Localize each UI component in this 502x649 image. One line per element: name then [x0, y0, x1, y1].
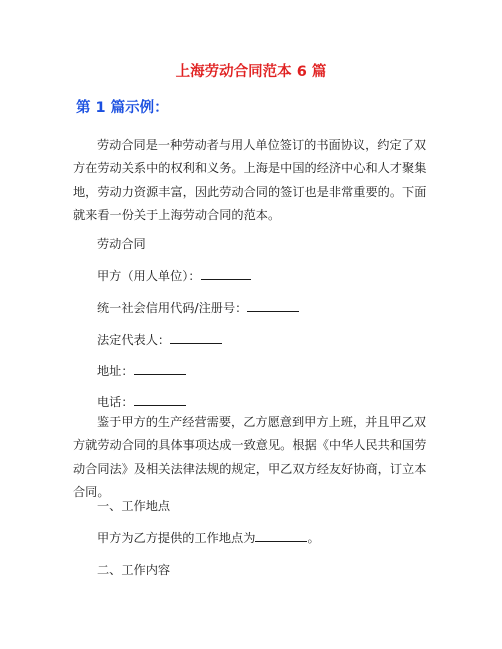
clause1-blank[interactable] — [255, 529, 307, 542]
clause1-end: 。 — [307, 531, 320, 545]
legal-rep-line — [97, 331, 222, 349]
address-label: 地址： — [97, 364, 134, 378]
phone-label: 电话： — [97, 395, 134, 409]
phone-blank[interactable] — [134, 393, 186, 406]
intro-paragraph: 劳动合同是一种劳动者与用人单位签订的书面协议，约定了双方在劳动关系中的权利和义务。上海是中国的经济中心和人才聚集地，劳动力资源丰富，因此劳动合同的签订也是非常重要的。下面就来看一份关于上海劳动合同的范本。 — [73, 138, 427, 222]
legal-rep-label: 法定代表人： — [97, 333, 171, 347]
clause1-text-line — [97, 529, 320, 547]
phone-line — [97, 393, 186, 411]
document-title: 上海劳动合同范本 6 篇 — [175, 64, 327, 80]
address-line — [97, 362, 186, 380]
address-blank[interactable] — [134, 362, 186, 375]
party-a-line — [97, 267, 251, 285]
credit-code-label: 统一社会信用代码/注册号： — [97, 301, 248, 315]
clause2-title: 二、工作内容 — [97, 563, 171, 577]
party-a-blank[interactable] — [201, 267, 251, 280]
clause1-text: 甲方为乙方提供的工作地点为 — [97, 531, 256, 545]
credit-code-blank[interactable] — [247, 299, 299, 312]
credit-code-line — [97, 299, 299, 317]
contract-label: 劳动合同 — [97, 237, 146, 251]
section-heading: 第 1 篇示例： — [76, 100, 169, 116]
clause1-title: 一、工作地点 — [97, 499, 171, 513]
party-a-label: 甲方（用人单位）： — [97, 269, 201, 283]
legal-rep-blank[interactable] — [170, 331, 222, 344]
agreement-paragraph: 鉴于甲方的生产经营需要，乙方愿意到甲方上班，并且甲乙双方就劳动合同的具体事项达成一致意见。根据《中华人民共和国劳动合同法》及相关法律法规的规定，甲乙双方经友好协商，订立本合同。 — [73, 415, 427, 499]
